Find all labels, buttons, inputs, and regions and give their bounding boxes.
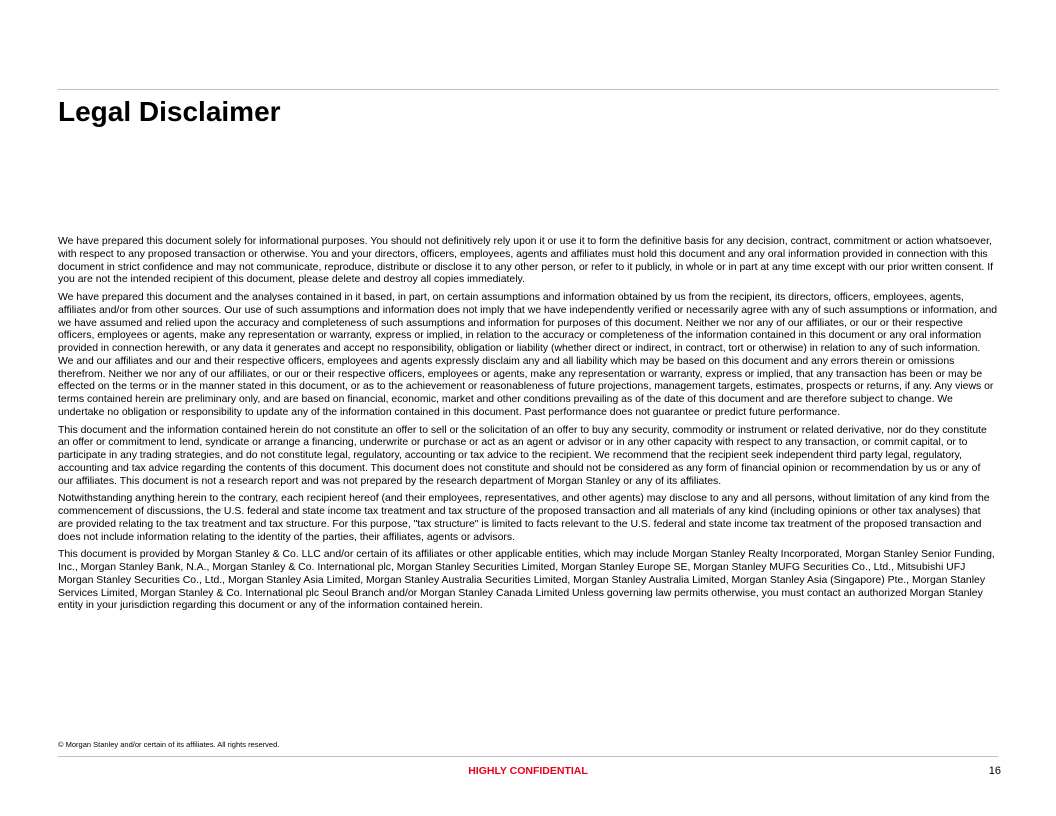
- disclaimer-paragraph-3: This document and the information contained herein do not constitute an offer to sell or the solicitation of an offer to buy any security, commodity or instrument or related derivative, nor do they constitute an offer or commitment to lend, syndicate or arrange a financing, underwrite or purchase or act as an agent or advisor or in any other capacity with respect to any transaction, or commit capital, or to participate in any trading strategies, and do not constitute legal, regulatory, accounting or tax advice to the recipient. We recommend that the recipient seek independent third party legal, regulatory, accounting and tax advice regarding the contents of this document. This document does not constitute and should not be considered as any form of financial opinion or recommendation by us or any of our affiliates. This document is not a research report and was not prepared by the research department of Morgan Stanley or any of its affiliates.: [58, 424, 987, 487]
- confidentiality-label: HIGHLY CONFIDENTIAL: [468, 765, 588, 777]
- disclaimer-paragraph-4: Notwithstanding anything herein to the contrary, each recipient hereof (and their employees, representatives, and other agents) may disclose to any and all persons, without limitation of any kind from the commencement of discussions, the U.S. federal and state income tax treatment and tax structure of the proposed transaction and all materials of any kind (including opinions or other tax analyses) that are provided relating to the tax treatment and tax structure. For this purpose, "tax structure" is limited to facts relevant to the U.S. federal and state income tax treatment of the proposed transaction and does not include information relating to the identity of the parties, their affiliates, agents or advisors.: [58, 493, 990, 543]
- disclaimer-paragraph-1: We have prepared this document solely for informational purposes. You should not definitively rely upon it or use it to form the definitive basis for any decision, contract, commitment or action whatsoever, with respect to any proposed transaction or otherwise. You and your directors, officers, employees, agents and affiliates must hold this document and any oral information provided in connection with this document in strict confidence and may not communicate, reproduce, distribute or disclose it to any other person, or refer to it publicly, in whole or in part at any time except with our prior written consent. If you are not the intended recipient of this document, please delete and destroy all copies immediately.: [58, 236, 993, 286]
- footer-divider: [58, 756, 998, 757]
- disclaimer-body: [58, 236, 998, 618]
- page-number: 16: [988, 765, 1001, 777]
- page-title: Legal Disclaimer: [58, 96, 281, 127]
- header-divider: [58, 89, 998, 90]
- disclaimer-paragraph-5: This document is provided by Morgan Stanley & Co. LLC and/or certain of its affiliates or other applicable entities, which may include Morgan Stanley Realty Incorporated, Morgan Stanley Senior Funding, Inc., Morgan Stanley Bank, N.A., Morgan Stanley & Co. International plc, Morgan Stanley Securities Limited, Morgan Stanley Europe SE, Morgan Stanley MUFG Securities Co., Ltd., Mitsubishi UFJ Morgan Stanley Securities Co., Ltd., Morgan Stanley Asia Limited, Morgan Stanley Australia Securities Limited, Morgan Stanley Australia Limited, Morgan Stanley Asia (Singapore) Pte., Morgan Stanley Services Limited, Morgan Stanley & Co. International plc Seoul Branch and/or Morgan Stanley Canada Limited Unless governing law permits otherwise, you must contact an authorized Morgan Stanley entity in your jurisdiction regarding this document or any of the information contained herein.: [58, 549, 995, 612]
- disclaimer-paragraph-2: We have prepared this document and the analyses contained in it based, in part, on certain assumptions and information obtained by us from the recipient, its directors, officers, employees, agents, affiliates and/or from other sources. Our use of such assumptions and information does not imply that we have independently verified or necessarily agree with any of such assumptions or information, and we have assumed and relied upon the accuracy and completeness of such assumptions and information for purposes of this document. Neither we nor any of our affiliates, or our or their respective officers, employees or agents, make any representation or warranty, express or implied, in relation to the accuracy or completeness of the information contained in this document or any oral information provided in connection herewith, or any data it generates and accept no responsibility, obligation or liability (whether direct or indirect, in contract, tort or otherwise) in relation to any of such information. We and our affiliates and our and their respective officers, employees and agents expressly disclaim any and all liability which may be based on this document and any errors therein or omissions therefrom. Neither we nor any of our affiliates, or our or their respective officers, employees or agents, make any representation or warranty, express or implied, that any transaction has been or may be effected on the terms or in the manner stated in this document, or as to the achievement or reasonableness of future projections, management targets, estimates, prospects or returns, if any. Any views or terms contained herein are preliminary only, and are based on financial, economic, market and other conditions prevailing as of the date of this document and are therefore subject to change. We undertake no obligation or responsibility to update any of the information contained in this document. Past performance does not guarantee or predict future performance.: [58, 292, 998, 418]
- copyright-notice: © Morgan Stanley and/or certain of its affiliates. All rights reserved.: [58, 740, 280, 749]
